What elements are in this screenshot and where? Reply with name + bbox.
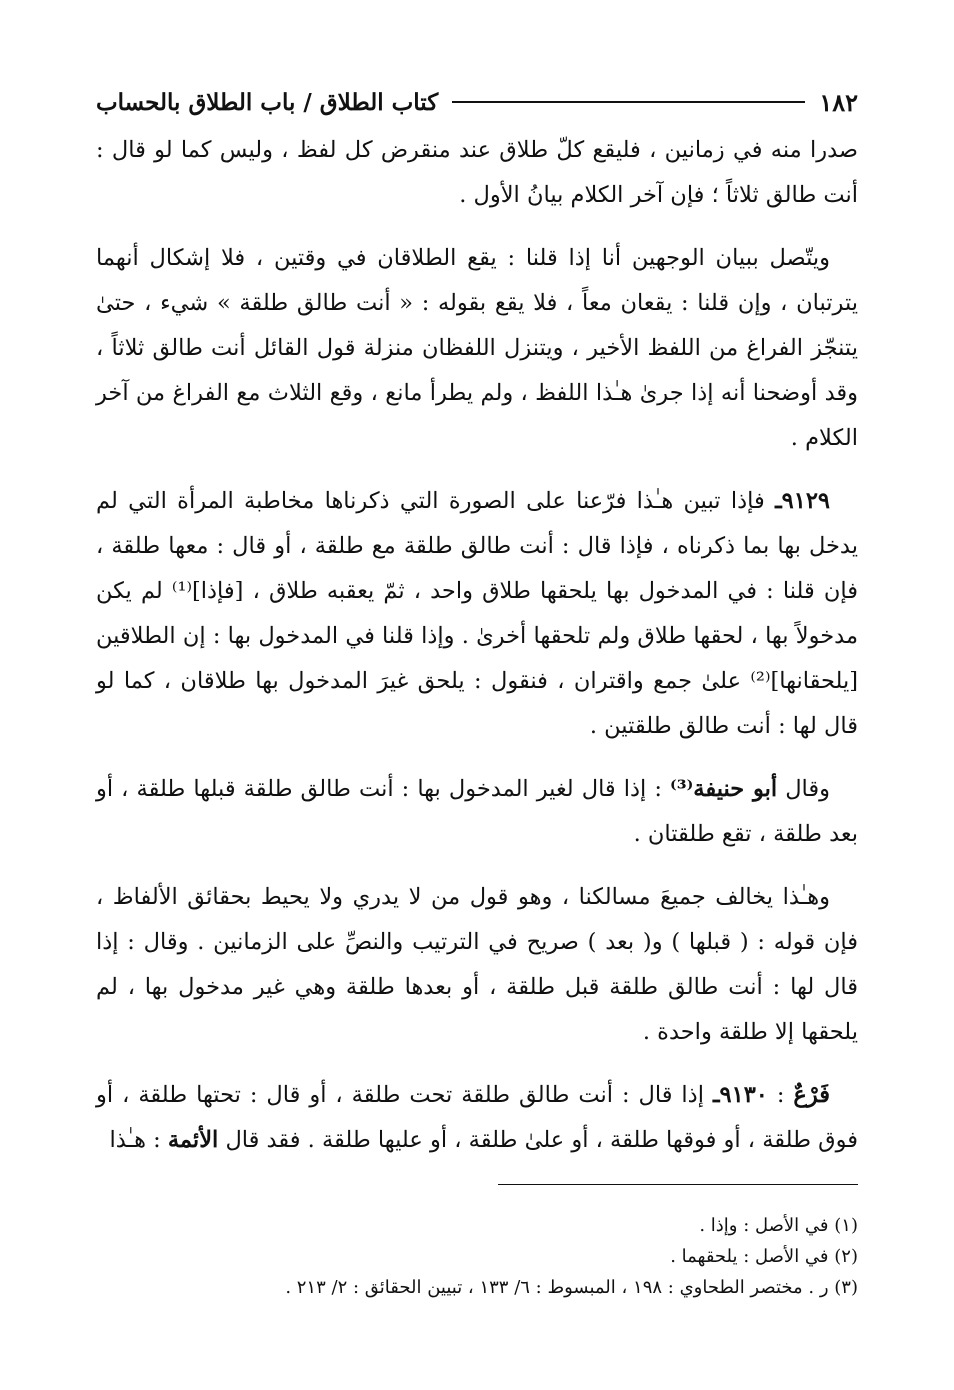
paragraph-9130: فَرْعٌ : ٩١٣٠ـ إذا قال : أنت طالق طلقة تحت طلقة ، أو قال : تحتها طلقة ، أو فوق طلقة ، أو فوقها طلقة ، أو علىٰ طلقة ، أو عليها طلقة . فقد قال الأئمة : هـٰذا xyxy=(96,1082,858,1153)
paragraph xyxy=(96,128,858,218)
paragraph-text: فإذا تبين هـٰذا فرّعنا على الصورة التي ذكرناها مخاطبة المرأة التي لم يدخل بها بما ذكرناه ، فإذا قال : أنت طالق طلقة مع طلقة ، أو قال : معها طلقة ، فإن قلنا : في المدخول بها يلحقها طلاق واحد ، ثمّ يعقبه طلاق ، [فإذا]⁽¹⁾ لم يكن مدخولاً بها ، لحقها طلاق ولم تلحقها أخرىٰ . وإذا قلنا في المدخول بها : إن الطلاقين [يلحقانها]⁽²⁾ علىٰ جمع واقتران ، فنقول : يلحق غيرَ المدخول بها طلاقان ، كما لو قال لها : أنت طالق طلقتين . xyxy=(96,488,858,739)
paragraph xyxy=(96,767,858,857)
paragraph-text: إذا قال : أنت طالق طلقة تحت طلقة ، أو قال : تحتها طلقة ، أو فوق طلقة ، أو فوقها طلقة ، أو علىٰ طلقة ، أو عليها طلقة . فقد قال xyxy=(96,1082,858,1153)
running-title: كتاب الطلاق / باب الطلاق بالحساب xyxy=(96,88,439,116)
section-number: ٩١٣٠ـ xyxy=(712,1082,768,1108)
main-text xyxy=(96,128,858,1181)
page-header xyxy=(96,80,858,124)
paragraph-lead: وقال xyxy=(785,776,831,802)
footnote-number: (٣) xyxy=(834,1277,858,1298)
footnote-text: في الأصل : يلحقهما . xyxy=(670,1246,829,1267)
bold-term: الأئمة xyxy=(167,1127,219,1153)
paragraph-text: : إذا قال لغير المدخول بها : أنت طالق طلقة قبلها طلقة ، أو بعد طلقة ، تقع طلقتان . xyxy=(96,776,858,847)
header-rule xyxy=(452,101,805,103)
footnote-3 xyxy=(96,1272,858,1303)
footnotes xyxy=(96,1210,858,1303)
cited-scholar: أبو حنيفة⁽³⁾ xyxy=(670,776,778,802)
paragraph-9129 xyxy=(96,479,858,749)
footnote-1 xyxy=(96,1210,858,1241)
footnote-2 xyxy=(96,1241,858,1272)
paragraph xyxy=(96,236,858,461)
footnote-number: (١) xyxy=(834,1215,858,1236)
page-number: ١٨٢ xyxy=(819,87,858,117)
paragraph xyxy=(96,875,858,1055)
footnote-text: في الأصل : وإذا . xyxy=(699,1215,829,1236)
paragraph-tail: : هـٰذا xyxy=(109,1127,161,1153)
footnote-separator xyxy=(498,1184,858,1185)
footnote-text: ر . مختصر الطحاوي : ١٩٨ ، المبسوط : ٦/ ١٣٣ ، تبيين الحقائق : ٢/ ٢١٣ . xyxy=(285,1277,829,1298)
paragraph-text: صدرا منه في زمانين ، فليقع كلّ طلاق عند منقرض كل لفظ ، وليس كما لو قال : أنت طالق ثلاثاً ؛ فإن آخر الكلام بيانُ الأول . xyxy=(96,137,858,208)
paragraph-text: ويتّصل ببيان الوجهين أنا إذا قلنا : يقع الطلاقان في وقتين ، فلا إشكال أنهما يترتبان ، وإن قلنا : يقعان معاً ، فلا يقع بقوله : « أنت طالق طلقة » شيء ، حتىٰ يتنجّز الفراغ من اللفظ الأخير ، ويتنزل اللفظان منزلة قول القائل أنت طالق ثلاثاً ، وقد أوضحنا أنه إذا جرىٰ هـٰذا اللفظ ، ولم يطرأ مانع ، وقع الثلاث مع الفراغ من آخر الكلام . xyxy=(96,245,858,451)
branch-heading: فَرْعٌ xyxy=(793,1082,831,1108)
section-number: ٩١٢٩ـ xyxy=(775,488,830,514)
paragraph-text: وهـٰذا يخالف جميعَ مسالكنا ، وهو قول من لا يدري ولا يحيط بحقائق الألفاظ ، فإن قوله : ( قبلها ) و( بعد ) صريح في الترتيب والنصِّ على الزمانين . وقال : إذا قال لها : أنت طالق طلقة قبل طلقة ، أو بعدها طلقة وهي غير مدخول بها ، لم يلحقها إلا طلقة واحدة . xyxy=(96,884,858,1045)
footnote-number: (٢) xyxy=(834,1246,858,1267)
